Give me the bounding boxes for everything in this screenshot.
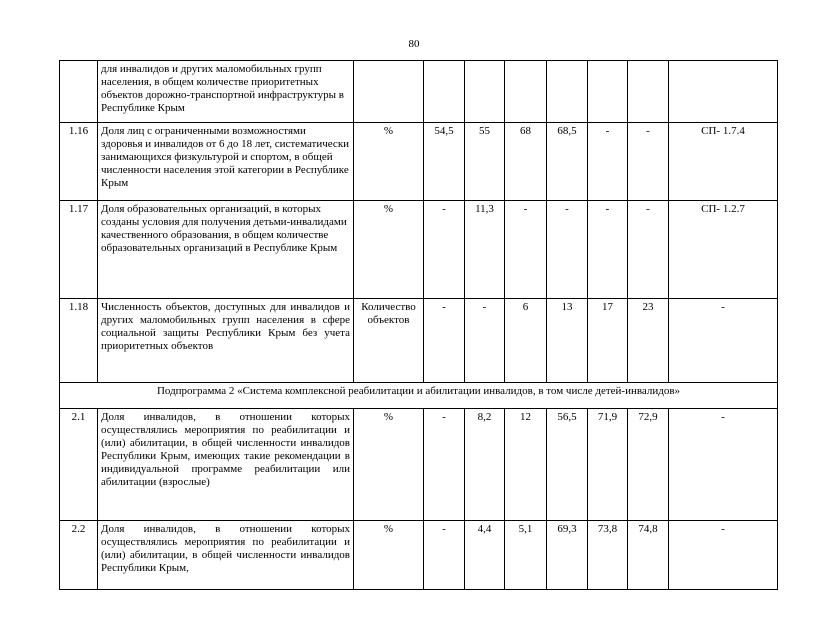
value-cell: 72,9	[628, 409, 669, 521]
code-cell: -	[669, 409, 778, 521]
unit-cell: Количество объектов	[354, 299, 424, 383]
value-cell	[628, 61, 669, 123]
unit-cell: %	[354, 123, 424, 201]
table-row	[60, 201, 778, 299]
value-cell: 8,2	[465, 409, 505, 521]
value-cell: 11,3	[465, 201, 505, 299]
code-cell: -	[669, 299, 778, 383]
code-cell: СП- 1.7.4	[669, 123, 778, 201]
unit-cell: %	[354, 201, 424, 299]
indicator-description: Доля инвалидов, в отношении которых осуществлялись мероприятия по реабилитации и (или) абилитации, в общей численности инвалидов Республики Крым,	[98, 521, 354, 590]
subprogram-row	[60, 383, 778, 409]
value-cell: 56,5	[547, 409, 588, 521]
value-cell: 6	[505, 299, 547, 383]
row-number: 2.2	[60, 521, 98, 590]
value-cell	[588, 61, 628, 123]
indicator-description: Доля образовательных организаций, в которых созданы условия для получения детьми-инвалидами качественного образования, в общем количестве образовательных организаций в Республике Крым	[98, 201, 354, 299]
value-cell: 68	[505, 123, 547, 201]
table-row	[60, 61, 778, 123]
row-number: 2.1	[60, 409, 98, 521]
row-number	[60, 61, 98, 123]
value-cell: -	[424, 521, 465, 590]
value-cell: 17	[588, 299, 628, 383]
value-cell	[465, 61, 505, 123]
value-cell	[547, 61, 588, 123]
table-row	[60, 521, 778, 590]
value-cell: -	[424, 409, 465, 521]
subprogram-title: Подпрограмма 2 «Система комплексной реабилитации и абилитации инвалидов, в том числе детей-инвалидов»	[60, 383, 778, 409]
value-cell: 5,1	[505, 521, 547, 590]
indicator-description: Доля инвалидов, в отношении которых осуществлялись мероприятия по реабилитации и (или) абилитации, в общей численности инвалидов Республики Крым, имеющих такие рекомендации в индивидуальной программе реабилитации или абилитации (взрослые)	[98, 409, 354, 521]
indicator-description: Доля лиц с ограниченными возможностями здоровья и инвалидов от 6 до 18 лет, систематически занимающихся физкультурой и спортом, в общей численности населения этой категории в Республике Крым	[98, 123, 354, 201]
row-number: 1.16	[60, 123, 98, 201]
table-row	[60, 409, 778, 521]
value-cell: 12	[505, 409, 547, 521]
value-cell: 73,8	[588, 521, 628, 590]
code-cell: -	[669, 521, 778, 590]
indicator-description: Численность объектов, доступных для инвалидов и других маломобильных групп населения в сфере социальной защиты Республики Крым без учета приоритетных объектов	[98, 299, 354, 383]
code-cell	[669, 61, 778, 123]
value-cell: 71,9	[588, 409, 628, 521]
row-number: 1.18	[60, 299, 98, 383]
value-cell: 74,8	[628, 521, 669, 590]
unit-cell	[354, 61, 424, 123]
value-cell: -	[424, 201, 465, 299]
value-cell: -	[628, 201, 669, 299]
value-cell: 54,5	[424, 123, 465, 201]
table-row	[60, 123, 778, 201]
value-cell: 69,3	[547, 521, 588, 590]
unit-cell: %	[354, 521, 424, 590]
unit-cell: %	[354, 409, 424, 521]
value-cell: -	[505, 201, 547, 299]
indicators-table	[59, 60, 778, 590]
value-cell: 23	[628, 299, 669, 383]
page-number: 80	[408, 38, 420, 50]
value-cell: -	[465, 299, 505, 383]
value-cell: 4,4	[465, 521, 505, 590]
value-cell: 68,5	[547, 123, 588, 201]
value-cell: -	[547, 201, 588, 299]
value-cell: 13	[547, 299, 588, 383]
value-cell: -	[628, 123, 669, 201]
table-row	[60, 299, 778, 383]
value-cell	[505, 61, 547, 123]
value-cell: -	[424, 299, 465, 383]
value-cell: 55	[465, 123, 505, 201]
value-cell: -	[588, 123, 628, 201]
row-number: 1.17	[60, 201, 98, 299]
value-cell	[424, 61, 465, 123]
code-cell: СП- 1.2.7	[669, 201, 778, 299]
indicator-description: для инвалидов и других маломобильных групп населения, в общем количестве приоритетных объектов дорожно-транспортной инфраструктуры в Республике Крым	[98, 61, 354, 123]
value-cell: -	[588, 201, 628, 299]
